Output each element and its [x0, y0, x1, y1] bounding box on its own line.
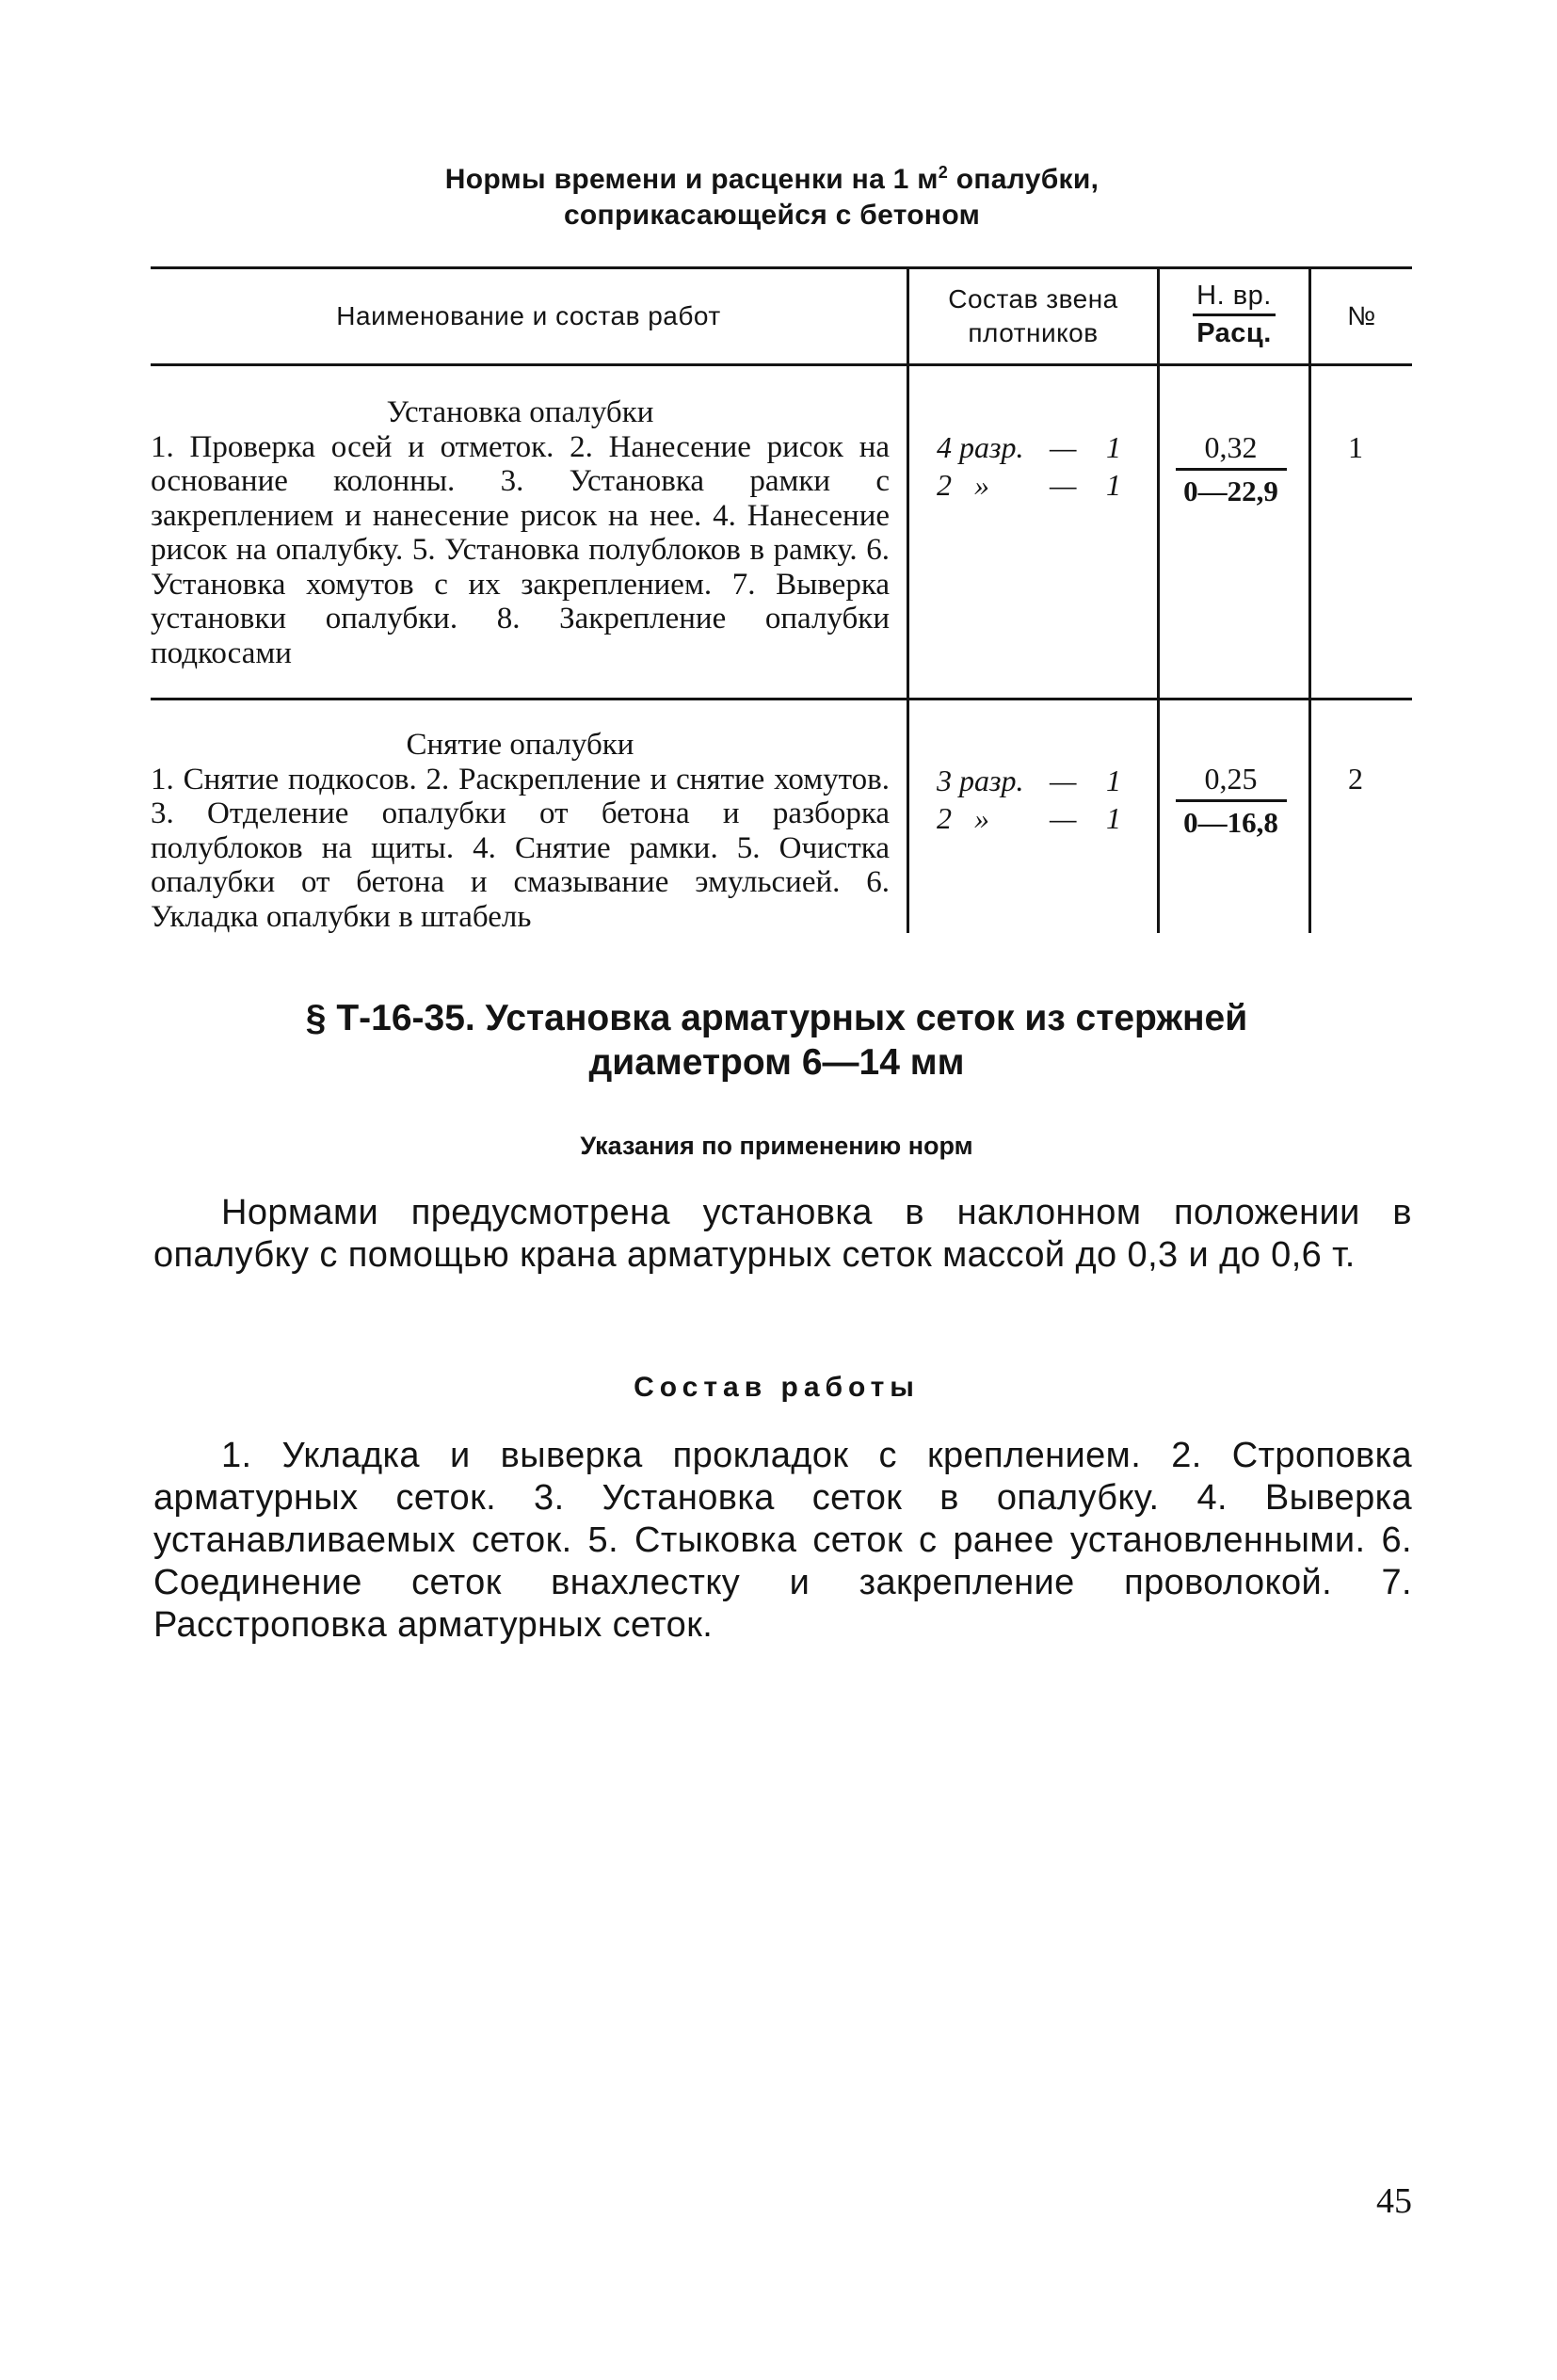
- crew-entry: 3 разр. — 1: [937, 764, 1121, 797]
- guidance-paragraph: Нормами предусмотрена установка в наклонном положении в опалубку с помощью крана арматурных сеток массой до 0,3 и до 0,6 т.: [153, 1193, 1412, 1275]
- superscript-two: 2: [938, 163, 949, 182]
- row-1-text: 1. Проверка осей и отметок. 2. Нанесение рисок на основание колонны. 3. Установка рамки с закреплением и нанесение рисок на нее. 4. Нанесение рисок на опалубку. 5. Установка полублоков в рамку. 6. Установка хомутов с их закреплением. 7. Выверка установки опалубки. 8. Закрепление опалубки подкосами: [151, 429, 890, 670]
- section-title: [188, 996, 1365, 1085]
- table-column-divider-2: [1157, 266, 1160, 933]
- header-number: №: [1347, 301, 1376, 330]
- row-1-title: Установка опалубки: [386, 395, 654, 429]
- table-header-rule: [151, 363, 1412, 366]
- composition-heading: Состав работы: [634, 1372, 920, 1403]
- composition-paragraph: 1. Укладка и выверка прокладок с креплением. 2. Строповка арматурных сеток. 3. Установка сеток в опалубку. 4. Выверка устанавливаемых сеток. 5. Стыковка сеток с ранее установленными. 6. Соединение сеток внахлестку и закрепление проволокой. 7. Расстроповка арматурных сеток.: [153, 1436, 1412, 1645]
- table-row-2-number: 2: [1348, 762, 1363, 796]
- rate-value: 0—22,9: [1183, 474, 1278, 507]
- table-column-divider-3: [1308, 266, 1311, 933]
- table-row-1-norm: [1167, 428, 1294, 510]
- section-title-line1: § Т-16-35. Установка арматурных сеток из стержней: [305, 998, 1248, 1038]
- crew-entry: 2 » — 1: [937, 801, 1121, 835]
- row-2-text: 1. Снятие подкосов. 2. Раскрепление и снятие хомутов. 3. Отделение опалубки от бетона и разборка полублоков на щиты. 4. Снятие рамки. 5. Очистка опалубки от бетона и смазывание эмульсией. 6. Укладка опалубки в штабель: [151, 762, 890, 934]
- header-work: Наименование и состав работ: [336, 301, 721, 330]
- table-caption-line1: Нормы времени и расценки на 1 $м^2$ опалубки,: [444, 163, 1100, 195]
- header-norm-time: Н. вр.: [1193, 279, 1276, 316]
- header-crew-line1: Состав звена: [948, 284, 1118, 314]
- crew-entry: 2 » — 1: [937, 468, 1121, 502]
- table-row-1-number: 1: [1348, 430, 1363, 464]
- section-title-line2: диаметром 6—14 мм: [588, 1042, 965, 1083]
- crew-entry: 4 разр. — 1: [937, 430, 1121, 464]
- norm-time-value: 0,32: [1176, 428, 1287, 471]
- table-column-divider-1: [907, 266, 909, 933]
- rate-value: 0—16,8: [1183, 806, 1278, 839]
- table-row-2-work: [151, 728, 890, 934]
- table-row-2-norm: [1167, 760, 1294, 842]
- table-top-rule: [151, 266, 1412, 269]
- table-row-1-work: [151, 395, 890, 670]
- table-caption: [358, 162, 1186, 233]
- table-caption-line2: соприкасающейся с бетоном: [563, 200, 981, 231]
- header-crew: [909, 282, 1157, 350]
- row-2-title: Снятие опалубки: [406, 728, 634, 762]
- page-number: 45: [1376, 2181, 1412, 2221]
- header-rate: Расц.: [1196, 318, 1272, 348]
- header-norm: [1160, 279, 1308, 350]
- guidance-heading: Указания по применению норм: [580, 1132, 973, 1160]
- table-row-1-crew: [937, 428, 1134, 504]
- header-crew-line2: плотников: [968, 318, 1099, 347]
- table-row-separator: [151, 698, 1412, 700]
- table-row-2-crew: [937, 762, 1134, 837]
- norm-time-value: 0,25: [1176, 760, 1287, 802]
